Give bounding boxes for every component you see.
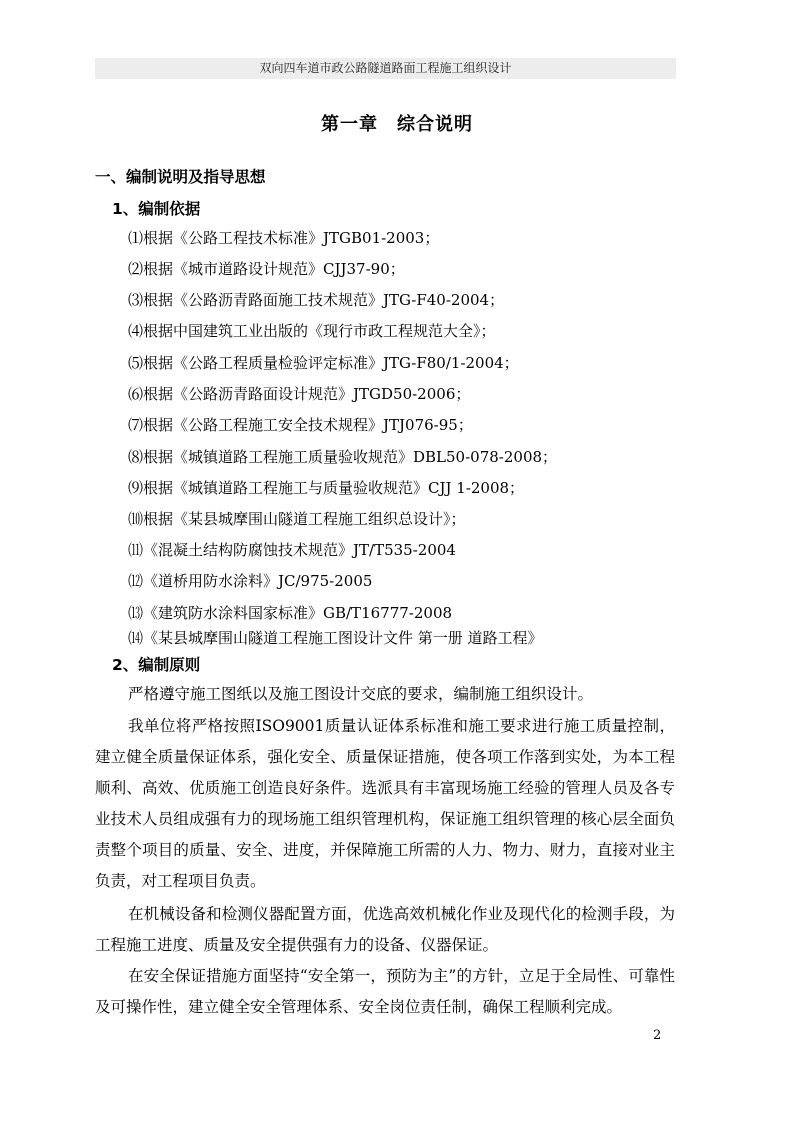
reference-item: ⑽根据《某县城摩围山隧道工程施工组织总设计》； <box>128 510 466 528</box>
paragraph: 在机械设备和检测仪器配置方面，优选高效机械化作业及现代化的检测手段，为工程施工进度、质量及安全提供强有力的设备、仪器保证。 <box>95 905 675 954</box>
reference-item: ⑴根据《公路工程技术标准》JTGB01-2003； <box>128 229 440 247</box>
reference-item: ⑸根据《公路工程质量检验评定标准》JTG-F80/1-2004； <box>128 354 519 372</box>
section-heading: 一、编制说明及指导思想 <box>95 168 266 186</box>
paragraph: 我单位将严格按照ISO9001质量认证体系标准和施工要求进行施工质量控制，建立健全质量保证体系，强化安全、质量保证措施，使各项工作落到实处，为本工程顺利、高效、优质施工创造良好条件。选派具有丰富现场施工经验的管理人员及各专业技术人员组成强有力的现场施工组织管理机构，保证施工组织管理的核心层全面负责整个项目的质量、安全、进度，并保障施工所需的人力、物力、财力，直接对业主负责，对工程项目负责。 <box>95 717 675 890</box>
chapter-title: 第一章 综合说明 <box>321 114 473 135</box>
page-number: 2 <box>653 1028 662 1043</box>
reference-item: ⑹根据《公路沥青路面设计规范》JTGD50-2006； <box>128 385 471 403</box>
subsection-heading-principles: 2、编制原则 <box>112 656 201 674</box>
paragraph: 严格遵守施工图纸以及施工图设计交底的要求，编制施工组织设计。 <box>128 685 594 703</box>
reference-item: ⑷根据中国建筑工业出版的《现行市政工程规范大全》； <box>128 322 496 340</box>
reference-item: ⑻根据《城镇道路工程施工质量验收规范》DBL50-078-2008； <box>128 448 558 466</box>
reference-item: ⒁《某县城摩围山隧道工程施工图设计文件 第一册 道路工程》 <box>128 629 543 647</box>
reference-item: ⑺根据《公路工程施工安全技术规程》JTJ076-95； <box>128 416 473 434</box>
reference-item: ⑾《混凝土结构防腐蚀技术规范》JT/T535-2004 <box>128 541 456 559</box>
paragraph: 在安全保证措施方面坚持“安全第一，预防为主”的方针，立足于全局性、可靠性及可操作性，建立健全安全管理体系、安全岗位责任制，确保工程顺利完成。 <box>95 967 675 1016</box>
reference-item: ⑿《道桥用防水涂料》JC/975-2005 <box>128 572 373 590</box>
reference-item: ⑵根据《城市道路设计规范》CJJ37-90； <box>128 260 405 278</box>
reference-item: ⑶根据《公路沥青路面施工技术规范》JTG-F40-2004； <box>128 291 505 309</box>
reference-item: ⑼根据《城镇道路工程施工与质量验收规范》CJJ 1-2008； <box>128 479 525 497</box>
subsection-heading-basis: 1、编制依据 <box>112 200 201 218</box>
running-header <box>95 58 676 79</box>
running-header-title: 双向四车道市政公路隧道路面工程施工组织设计 <box>259 61 512 75</box>
reference-item: ⒀《建筑防水涂料国家标准》GB/T16777-2008 <box>128 604 453 622</box>
